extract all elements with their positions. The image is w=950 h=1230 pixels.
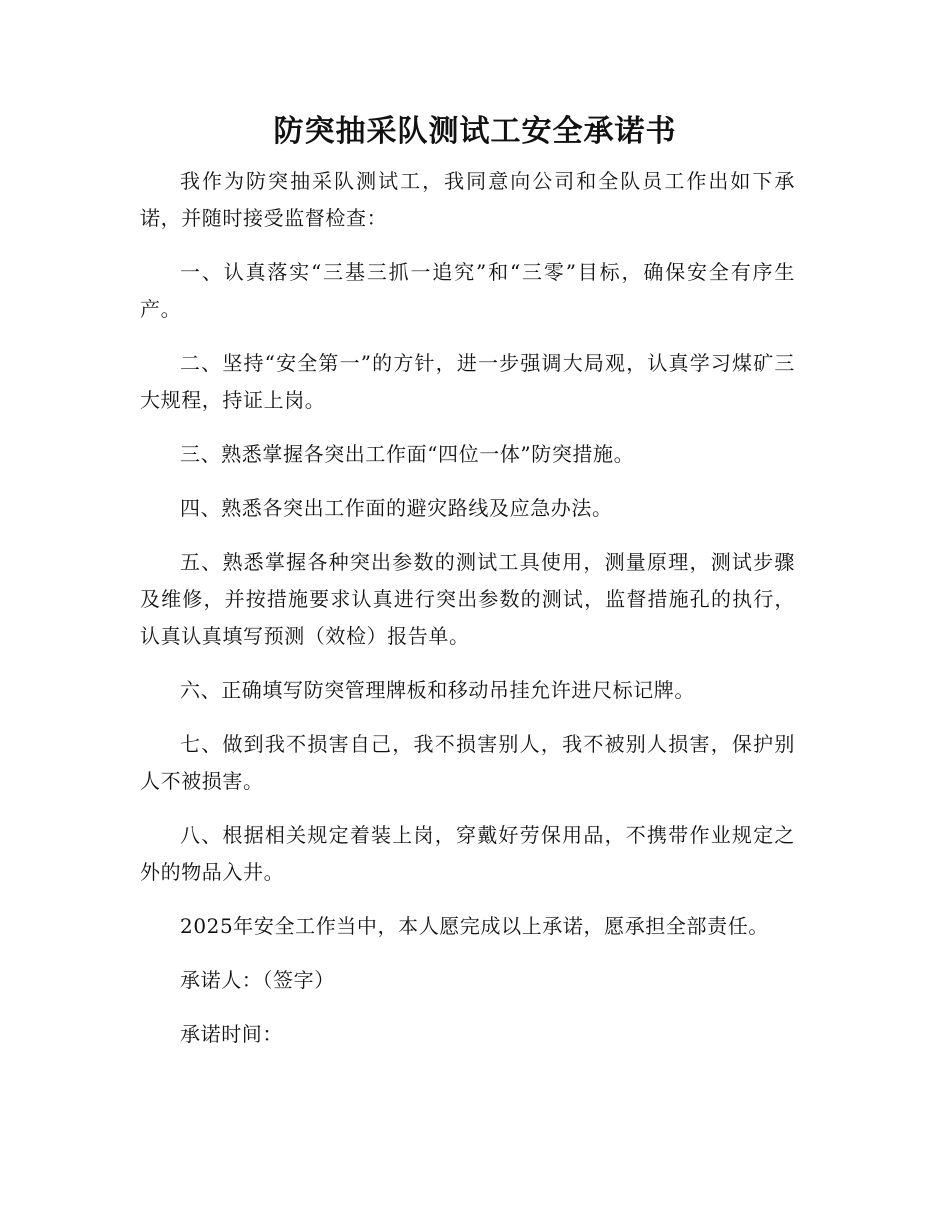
commitment-item-6: 六、正确填写防突管理牌板和移动吊挂允许进尺标记牌。 bbox=[180, 678, 695, 702]
intro-paragraph: 我作为防突抽采队测试工，我同意向公司和全队员工作出如下承诺，并随时接受监督检查： bbox=[140, 169, 795, 230]
commitment-item-8: 八、根据相关规定着装上岗，穿戴好劳保用品，不携带作业规定之外的物品入井。 bbox=[140, 823, 795, 884]
commitment-item-5: 五、熟悉掌握各种突出参数的测试工具使用，测量原理，测试步骤及维修，并按措施要求认真进行突出参数的测试，监督措施孔的执行，认真认真填写预测（效检）报告单。 bbox=[140, 550, 795, 648]
closing-paragraph: 2025年安全工作当中，本人愿完成以上承诺，愿承担全部责任。 bbox=[180, 914, 769, 938]
date-label: 承诺时间： bbox=[180, 1022, 283, 1046]
commitment-item-2: 二、坚持“安全第一”的方针，进一步强调大局观，认真学习煤矿三大规程，持证上岗。 bbox=[140, 351, 795, 412]
commitment-item-1: 一、认真落实“三基三抓一追究”和“三零”目标，确保安全有序生产。 bbox=[140, 260, 795, 321]
commitment-item-4: 四、熟悉各突出工作面的避灾路线及应急办法。 bbox=[180, 496, 613, 520]
commitment-item-7: 七、做到我不损害自己，我不损害别人，我不被别人损害，保护别人不被损害。 bbox=[140, 732, 795, 793]
document-title: 防突抽采队测试工安全承诺书 bbox=[273, 114, 677, 149]
signer-label: 承诺人：（签字） bbox=[180, 968, 335, 992]
document-body bbox=[140, 163, 795, 1070]
commitment-item-3: 三、熟悉掌握各突出工作面“四位一体”防突措施。 bbox=[180, 442, 635, 466]
